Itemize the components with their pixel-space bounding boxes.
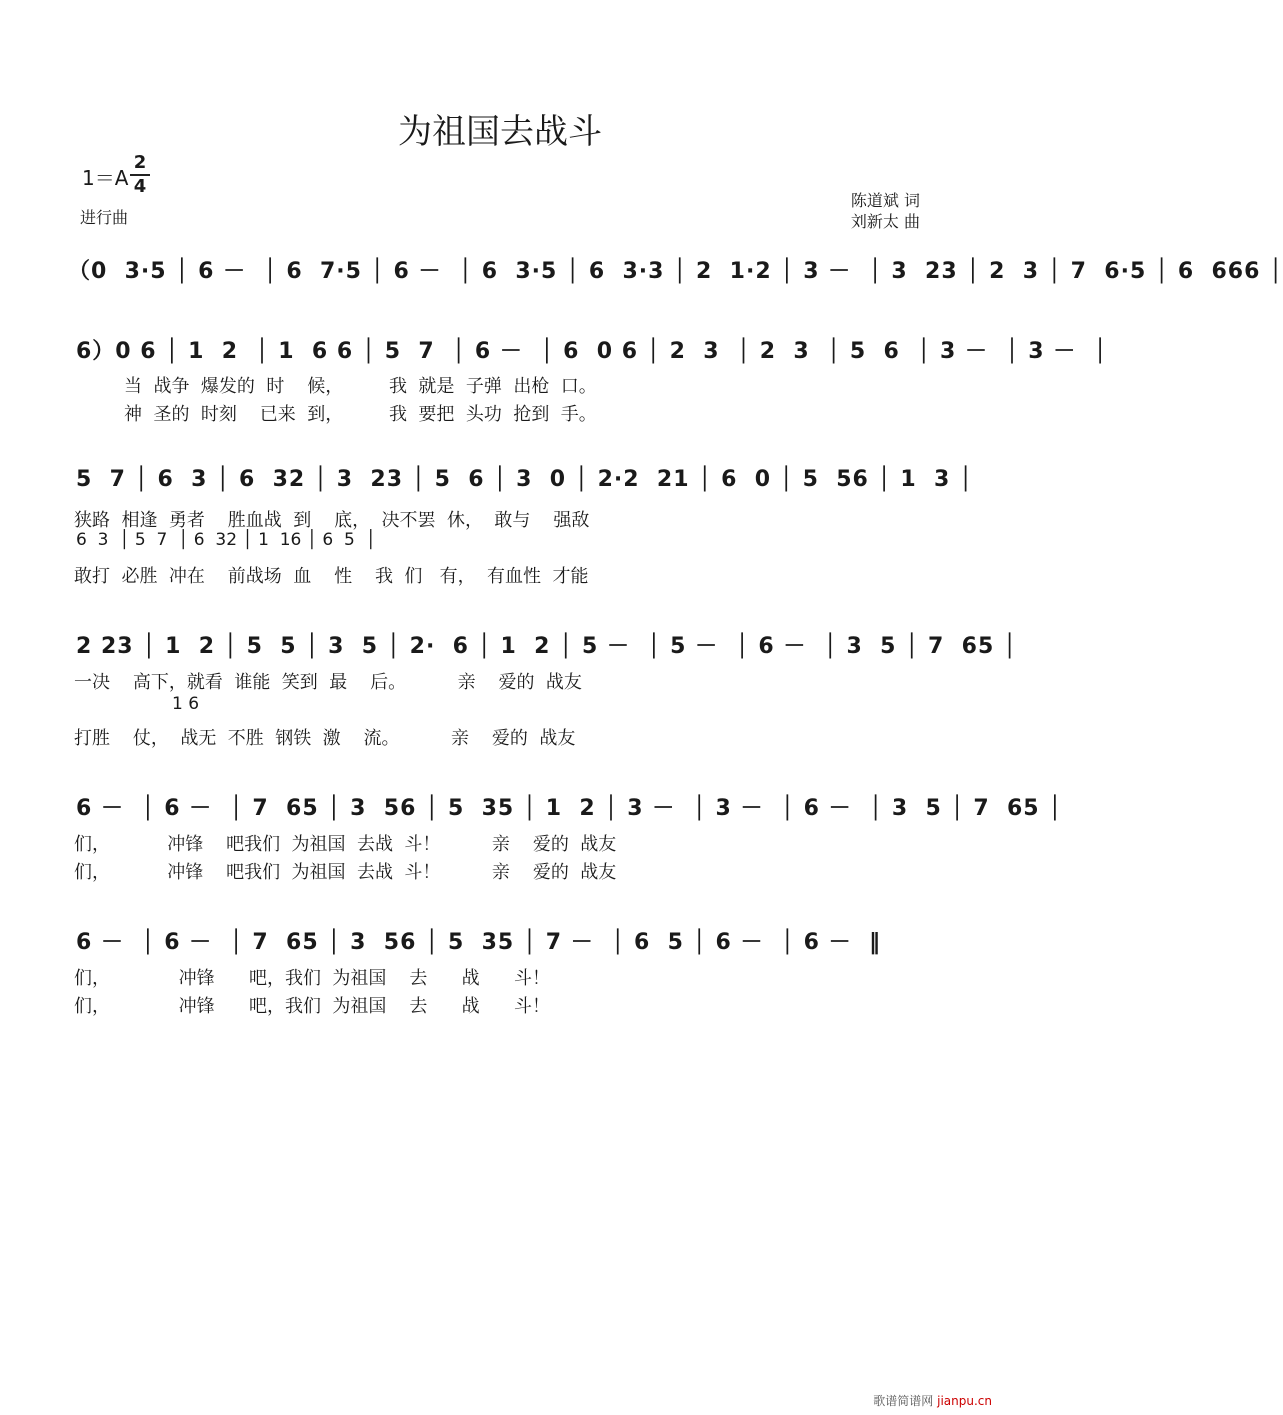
site-watermark bbox=[873, 1392, 992, 1409]
composer-credit: 刘新太 曲 bbox=[850, 212, 920, 231]
inner-voice-system-4: 1 6 bbox=[172, 694, 200, 714]
lyrics-system-3-verse-1: 狭路 相逢 勇者 胜血战 到 底， 决不罢 休， 敢与 强敌 bbox=[74, 510, 590, 531]
tempo-marking: 进行曲 bbox=[80, 208, 129, 227]
lyrics-system-3-verse-2: 敢打 必胜 冲在 前战场 血 性 我 们 有， 有血性 才能 bbox=[74, 566, 589, 587]
lyrics-system-6-verse-2: 们， 冲锋 吧，我们 为祖国 去 战 斗！ bbox=[74, 996, 550, 1017]
notes-system-3: 5 7 │ 6 3 │ 6 32 │ 3 23 │ 5 6 │ 3 0 │ 2·2 21 │ 6 0 │ 5 56 │ 1 3 │ bbox=[76, 467, 974, 492]
watermark-text: 歌谱简谱网 bbox=[873, 1394, 934, 1408]
notes-system-4: 2 23 │ 1 2 │ 5 5 │ 3 5 │ 2· 6 │ 1 2 │ 5 － │ 5 － │ 6 － │ 3 5 │ 7 65 │ bbox=[76, 634, 1018, 659]
time-signature bbox=[130, 153, 150, 197]
page-title: 为祖国去战斗 bbox=[398, 112, 602, 152]
notes-system-2: 6）0 6 │ 1 2 │ 1 6 6 │ 5 7 │ 6 － │ 6 0 6 │ 2 3 │ 2 3 │ 5 6 │ 3 － │ 3 － │ bbox=[76, 339, 1108, 364]
lyrics-system-4-verse-1: 一决 高下，就看 谁能 笑到 最 后。 亲 爱的 战友 bbox=[74, 672, 582, 693]
lyrics-system-5-verse-1: 们， 冲锋 吧我们 为祖国 去战 斗！ 亲 爱的 战友 bbox=[74, 834, 617, 855]
notes-system-5: 6 － │ 6 － │ 7 65 │ 3 56 │ 5 35 │ 1 2 │ 3 － │ 3 － │ 6 － │ 3 5 │ 7 65 │ bbox=[76, 796, 1063, 821]
lyrics-system-4-verse-2: 打胜 仗， 战无 不胜 钢铁 激 流。 亲 爱的 战友 bbox=[74, 728, 576, 749]
watermark-site: jianpu.cn bbox=[937, 1394, 992, 1408]
lyrics-system-2-verse-2: 神 圣的 时刻 已来 到， 我 要把 头功 抢到 手。 bbox=[124, 404, 597, 425]
time-signature-bottom: 4 bbox=[133, 176, 147, 197]
inner-voice-system-3: 6 3 │ 5 7 │ 6 32 │ 1 16 │ 6 5 │ bbox=[76, 530, 376, 550]
lyrics-system-2-verse-1: 当 战争 爆发的 时 候， 我 就是 子弹 出枪 口。 bbox=[124, 376, 597, 397]
lyrics-system-6-verse-1: 们， 冲锋 吧，我们 为祖国 去 战 斗！ bbox=[74, 968, 550, 989]
key-signature: 1＝A bbox=[82, 166, 129, 190]
notes-system-6: 6 － │ 6 － │ 7 65 │ 3 56 │ 5 35 │ 7 － │ 6 5 │ 6 － │ 6 － ‖ bbox=[76, 930, 881, 955]
lyrics-system-5-verse-2: 们， 冲锋 吧我们 为祖国 去战 斗！ 亲 爱的 战友 bbox=[74, 862, 617, 883]
lyricist-credit: 陈道斌 词 bbox=[850, 191, 920, 210]
time-signature-top: 2 bbox=[133, 152, 147, 173]
notes-system-1: （0 3·5 │ 6 － │ 6 7·5 │ 6 － │ 6 3·5 │ 6 3·3 │ 2 1·2 │ 3 － │ 3 23 │ 2 3 │ 7 6·5 │ 6 666 │ bbox=[68, 259, 1283, 284]
